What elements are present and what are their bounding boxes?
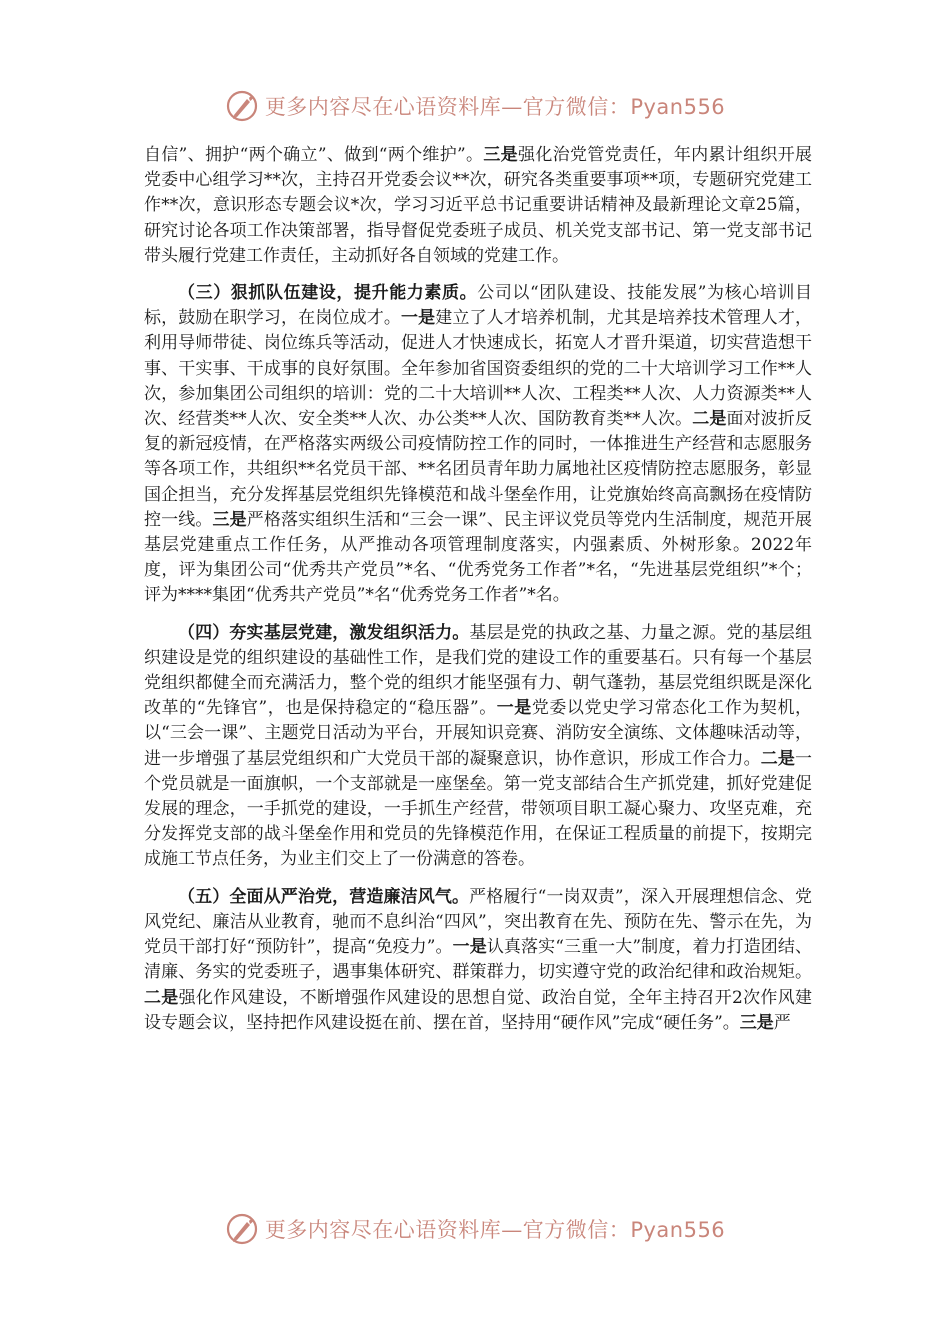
text-segment: 面对波折反复的新冠疫情，在严格落实两级公司疫情防控工作的同时，一体推进生产经营和志愿服务等各项工作，共组织**名党员干部、**名团员青年助力属地社区疫情防控志愿服务，彰显国企担当，充分发挥基层党组织先锋模范和战斗堡垒作用，让党旗始终高高飘扬在疫情防控一线。 bbox=[144, 409, 813, 530]
bold-text-segment: 一是 bbox=[400, 308, 436, 329]
text-segment: 严格落实组织生活和“三会一课”、民主评议党员等党内生活制度，规范开展基层党建重点工作任务，从严推动各项管理制度落实，内强素质、外树形象。2022年度，评为集团公司“优秀共产党员”*名、“优秀党务工作者”*名，“先进基层党组织”*个；评为****集团“优秀共产党员”*名“优秀党务工作者”*名。 bbox=[144, 509, 813, 606]
text-segment: 公司以“团队建设、技能发展”为核心培训目标，鼓励在职学习，在岗位成才。 bbox=[144, 283, 813, 329]
paragraph bbox=[144, 143, 812, 269]
bold-text-segment: 三是 bbox=[739, 1012, 774, 1033]
pen-heart-logo-icon bbox=[225, 89, 259, 123]
text-segment: 强化作风建设，不断增强作风建设的思想自觉、政治自觉，全年主持召开2次作风建设专题会议，坚持把作风建设挺在前、摆在首，坚持用“硬作风”完成“硬任务”。 bbox=[144, 987, 812, 1033]
text-segment: 一个党员就是一面旗帜，一个支部就是一座堡垒。第一党支部结合生产抓党建，抓好党建促发展的理念，一手抓党的建设，一手抓生产经营，带领项目职工凝心聚力、攻坚克难，充分发挥党支部的战斗堡垒作用和党员的先锋模范作用，在保证工程质量的前提下，按期完成施工节点任务，为业主们交上了一份满意的答卷。 bbox=[144, 748, 813, 870]
text-segment: 严 bbox=[773, 1012, 791, 1033]
text-segment: 党委以党史学习常态化工作为契机，以“三会一课”、主题党日活动为平台，开展知识竞赛、消防安全演练、文体趣味活动等，进一步增强了基层党组织和广大党员干部的凝聚意识，协作意识，形成工作合力。 bbox=[144, 698, 813, 769]
paragraph bbox=[144, 281, 812, 609]
bold-text-segment: （三）狠抓队伍建设，提升能力素质。 bbox=[178, 283, 478, 304]
bold-text-segment: （四）夯实基层党建，激发组织活力。 bbox=[178, 622, 470, 643]
bold-text-segment: 二是 bbox=[760, 748, 796, 769]
bold-text-segment: 二是 bbox=[692, 409, 727, 430]
watermark-header bbox=[0, 86, 950, 126]
watermark-text: 更多内容尽在心语资料库—官方微信：Pyan556 bbox=[264, 1218, 726, 1242]
paragraph bbox=[144, 885, 812, 1036]
text-segment: 严格履行“一岗双责”，深入开展理想信念、党风党纪、廉洁从业教育，驰而不息纠治“四风”，突出教育在先、预防在先、警示在先，为党员干部打好“预防针”，提高“免疫力”。 bbox=[144, 886, 812, 958]
bold-text-segment: 一是 bbox=[452, 937, 487, 958]
watermark-text: 更多内容尽在心语资料库—官方微信：Pyan556 bbox=[264, 95, 726, 119]
bold-text-segment: 三是 bbox=[483, 145, 518, 165]
document-body bbox=[144, 143, 812, 1048]
text-segment: 基层是党的执政之基、力量之源。党的基层组织建设是党的组织建设的基础性工作，是我们党的建设工作的重要基石。只有每一个基层党组织都健全而充满活力，整个党的组织才能坚强有力、朝气蓬勃，基层党组织既是深化改革的“先锋官”，也是保持稳定的“稳压器”。 bbox=[144, 622, 813, 719]
paragraph bbox=[144, 621, 812, 873]
watermark-footer bbox=[0, 1209, 950, 1249]
bold-text-segment: 一是 bbox=[496, 698, 532, 719]
bold-text-segment: （五）全面从严治党，营造廉洁风气。 bbox=[178, 886, 470, 907]
pen-heart-logo-icon bbox=[225, 1212, 259, 1246]
text-segment: 强化治党管党责任，年内累计组织开展党委中心组学习**次，主持召开党委会议**次，研究各类重要事项**项，专题研究党建工作**次，意识形态专题会议*次，学习习近平总书记重要讲话精神及最新理论文章25篇，研究讨论各项工作决策部署，指导督促党委班子成员、机关党支部书记、第一党支部书记带头履行党建工作责任，主动抓好各自领域的党建工作。 bbox=[144, 145, 813, 266]
text-segment: 自信”、拥护“两个确立”、做到“两个维护”。 bbox=[144, 145, 484, 165]
bold-text-segment: 三是 bbox=[212, 509, 247, 530]
text-segment: 建立了人才培养机制，尤其是培养技术管理人才，利用导师带徒、岗位练兵等活动，促进人才快速成长，拓宽人才晋升渠道，切实营造想干事、干实事、干成事的良好氛围。全年参加省国资委组织的党的二十大培训学习工作**人次，参加集团公司组织的培训：党的二十大培训**人次、工程类**人次、人力资源类**人次、经营类**人次、安全类**人次、办公类**人次、国防教育类**人次。 bbox=[144, 308, 813, 430]
text-segment: 认真落实“三重一大”制度，着力打造团结、清廉、务实的党委班子，遇事集体研究、群策群力，切实遵守党的政治纪律和政治规矩。 bbox=[144, 937, 812, 983]
bold-text-segment: 二是 bbox=[144, 987, 179, 1008]
